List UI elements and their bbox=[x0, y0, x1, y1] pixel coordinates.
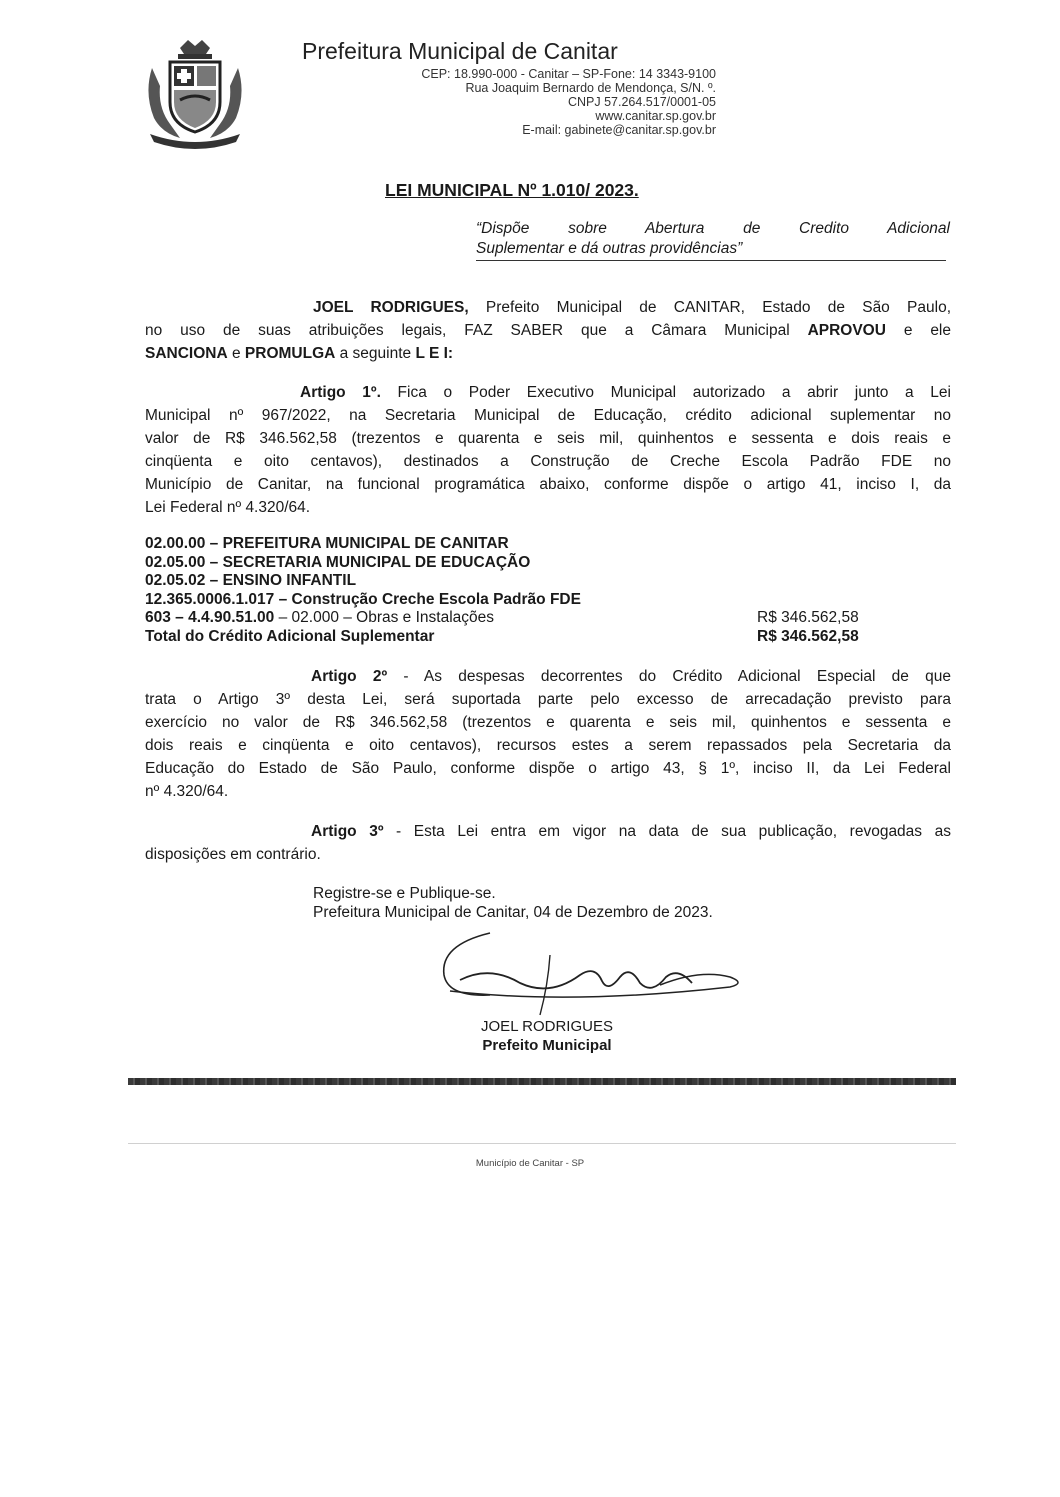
article-line: Educação do Estado de São Paulo, conforme dispõe o artigo 43, § 1º, inciso II, da Lei Federal bbox=[145, 760, 951, 777]
budget-description: – Construção Creche Escola Padrão FDE bbox=[274, 590, 581, 608]
law-summary-line: Suplementar e dá outras providências” bbox=[476, 240, 743, 257]
preamble-paragraph bbox=[145, 296, 951, 365]
article-line: disposições em contrário. bbox=[145, 846, 321, 863]
budget-row bbox=[145, 535, 885, 554]
preamble-line bbox=[145, 342, 951, 365]
preamble-text: e ele bbox=[885, 322, 951, 339]
closing-register: Registre-se e Publique-se. bbox=[313, 885, 496, 902]
budget-total-amount: R$ 346.562,58 bbox=[757, 627, 859, 645]
article-text: - Esta Lei entra em vigor na data de sua publicação, revogadas as bbox=[383, 823, 951, 840]
article-line: valor de R$ 346.562,58 (trezentos e quarenta e seis mil, quinhentos e sessenta e dois reais e bbox=[145, 430, 951, 447]
article-line: Municipal nº 967/2022, na Secretaria Municipal de Educação, crédito adicional suplementar no bbox=[145, 407, 951, 424]
article-text: Fica o Poder Executivo Municipal autorizado a abrir junto a Lei bbox=[380, 384, 951, 401]
budget-total-label: Total do Crédito Adicional Suplementar bbox=[145, 627, 435, 645]
budget-row bbox=[145, 609, 885, 628]
article-text: - As despesas decorrentes do Crédito Adicional Especial de que bbox=[387, 668, 952, 685]
preamble-promulgates: PROMULGA bbox=[244, 345, 336, 362]
preamble-approved: APROVOU bbox=[807, 322, 886, 339]
article-line bbox=[145, 381, 951, 404]
budget-amount: R$ 346.562,58 bbox=[757, 609, 859, 626]
budget-code: 603 – 4.4.90.51.00 bbox=[145, 609, 275, 626]
article-3 bbox=[145, 820, 951, 866]
preamble-text: e bbox=[227, 345, 245, 362]
footer-divider bbox=[128, 1143, 956, 1144]
budget-code: 12.365.0006.1.017 bbox=[145, 590, 275, 608]
article-label: Artigo 3º bbox=[311, 823, 384, 840]
law-summary-line: “Dispõe sobre Abertura de Credito Adicional bbox=[476, 220, 950, 237]
budget-row bbox=[145, 591, 885, 610]
header-website: www.canitar.sp.gov.br bbox=[595, 109, 716, 123]
budget-description: – 02.000 – Obras e Instalações bbox=[274, 609, 495, 626]
preamble-lei: L E I: bbox=[415, 345, 454, 362]
article-line: trata o Artigo 3º desta Lei, será suportada parte pelo excesso de arrecadação previsto para bbox=[145, 691, 951, 708]
article-1 bbox=[145, 381, 951, 519]
budget-unit: 02.05.00 – SECRETARIA MUNICIPAL DE EDUCAÇÃO bbox=[145, 553, 531, 571]
article-line bbox=[145, 820, 951, 843]
article-2 bbox=[145, 665, 951, 803]
preamble-text: no uso de suas atribuições legais, FAZ SABER que a Câmara Municipal bbox=[145, 322, 808, 339]
header-cnpj: CNPJ 57.264.517/0001-05 bbox=[567, 95, 716, 109]
header-title: Prefeitura Municipal de Canitar bbox=[302, 38, 618, 64]
article-line bbox=[145, 665, 951, 688]
signer-name: JOEL RODRIGUES bbox=[481, 1018, 613, 1035]
budget-allocation bbox=[145, 535, 885, 646]
preamble-line bbox=[145, 296, 951, 319]
budget-total-row bbox=[145, 628, 885, 647]
header-cep-phone: CEP: 18.990-000 - Canitar – SP-Fone: 14 3343-9100 bbox=[421, 67, 716, 81]
preamble-text: a seguinte bbox=[335, 345, 416, 362]
budget-unit: 02.05.02 – ENSINO INFANTIL bbox=[145, 572, 357, 589]
article-line: cinqüenta e oito centavos), destinados a Construção de Creche Escola Padrão FDE no bbox=[145, 453, 951, 470]
article-label: Artigo 1º. bbox=[300, 384, 381, 401]
preamble-text: Prefeito Municipal de CANITAR, Estado de São Paulo, bbox=[468, 299, 952, 316]
article-line: exercício no valor de R$ 346.562,58 (trezentos e quarenta e seis mil, quinhentos e sessenta e bbox=[145, 714, 951, 731]
header-email: E-mail: gabinete@canitar.sp.gov.br bbox=[522, 123, 716, 137]
law-title: LEI MUNICIPAL Nº 1.010/ 2023. bbox=[385, 180, 639, 200]
article-line: dois reais e cinqüenta e oito centavos), recursos estes a serem repassados pela Secretaria da bbox=[145, 737, 951, 754]
budget-row bbox=[145, 572, 885, 591]
coat-of-arms-emblem bbox=[140, 38, 250, 150]
article-line: Lei Federal nº 4.320/64. bbox=[145, 499, 311, 516]
closing-block bbox=[313, 884, 713, 922]
signer-role: Prefeito Municipal bbox=[482, 1037, 612, 1054]
signer-block bbox=[463, 1017, 631, 1055]
footer-text: Município de Canitar - SP bbox=[475, 1158, 585, 1169]
summary-divider bbox=[476, 260, 946, 261]
decorative-divider-bar bbox=[128, 1078, 956, 1085]
closing-place-date: Prefeitura Municipal de Canitar, 04 de Dezembro de 2023. bbox=[313, 904, 713, 921]
law-summary bbox=[476, 219, 950, 259]
budget-unit: 02.00.00 – PREFEITURA MUNICIPAL DE CANITAR bbox=[145, 535, 509, 552]
header-address: Rua Joaquim Bernardo de Mendonça, S/N. º. bbox=[465, 81, 716, 95]
preamble-sanctions: SANCIONA bbox=[145, 345, 228, 362]
mayor-name: JOEL RODRIGUES, bbox=[313, 299, 469, 316]
article-line: Município de Canitar, na funcional programática abaixo, conforme dispõe o artigo 41, inciso I, da bbox=[145, 476, 951, 493]
budget-row bbox=[145, 554, 885, 573]
preamble-line bbox=[145, 319, 951, 342]
article-label: Artigo 2º bbox=[311, 668, 388, 685]
article-line: nº 4.320/64. bbox=[145, 783, 229, 800]
handwritten-signature bbox=[430, 925, 750, 1030]
header-contact-block bbox=[300, 67, 716, 137]
